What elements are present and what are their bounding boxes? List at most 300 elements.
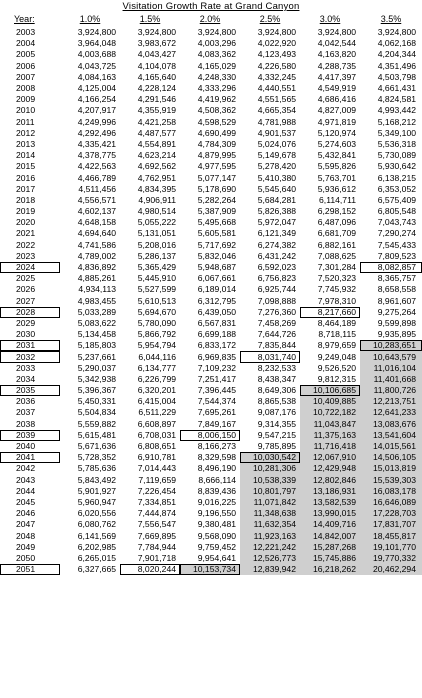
year-cell: 2032	[0, 351, 60, 362]
visitation-cell: 5,168,212	[377, 116, 416, 127]
header-rate-3-5: 3.5%	[380, 14, 402, 24]
table-row	[0, 430, 422, 441]
year-cell: 2049	[16, 541, 36, 552]
visitation-cell: 8,839,436	[197, 485, 236, 496]
visitation-cell: 7,276,360	[257, 306, 296, 317]
visitation-cell: 11,632,354	[240, 519, 300, 530]
year-cell: 2034	[16, 373, 36, 384]
visitation-cell: 4,084,163	[77, 71, 116, 82]
year-cell: 2050	[16, 552, 36, 563]
visitation-cell: 4,249,996	[77, 116, 116, 127]
visitation-cell: 4,043,725	[77, 60, 116, 71]
table-row	[0, 351, 422, 362]
table-row	[0, 564, 422, 575]
visitation-cell: 6,608,897	[137, 418, 176, 429]
table-row	[0, 340, 422, 351]
visitation-cell: 5,671,636	[77, 441, 116, 452]
visitation-cell: 7,043,743	[377, 217, 416, 228]
visitation-cell: 18,455,817	[360, 530, 422, 541]
visitation-cell: 17,228,703	[360, 508, 422, 519]
visitation-cell: 4,487,577	[137, 127, 176, 138]
table-row	[0, 150, 422, 161]
visitation-cell: 4,042,544	[317, 38, 356, 49]
visitation-cell: 6,189,014	[197, 284, 236, 295]
table-row	[0, 72, 422, 83]
visitation-cell: 4,690,499	[197, 127, 236, 138]
year-cell: 2045	[16, 496, 36, 507]
visitation-cell: 4,503,798	[377, 71, 416, 82]
visitation-cell: 5,930,642	[377, 161, 416, 172]
visitation-cell: 13,186,931	[300, 486, 360, 497]
visitation-cell: 14,506,105	[360, 452, 422, 463]
visitation-cell: 5,083,622	[77, 317, 116, 328]
visitation-cell: 4,125,004	[77, 83, 116, 94]
visitation-cell: 6,592,023	[257, 262, 296, 273]
visitation-cell: 7,098,888	[257, 295, 296, 306]
visitation-cell: 13,582,539	[300, 497, 360, 508]
visitation-cell: 9,314,355	[257, 418, 296, 429]
year-cell: 2012	[16, 127, 36, 138]
visitation-cell: 4,228,124	[137, 83, 176, 94]
table-row	[0, 374, 422, 385]
visitation-cell: 8,438,347	[257, 373, 296, 384]
year-cell: 2024	[0, 262, 60, 273]
visitation-cell: 4,692,562	[137, 161, 176, 172]
visitation-cell: 4,163,820	[317, 49, 356, 60]
year-cell: 2009	[16, 94, 36, 105]
visitation-cell: 5,954,794	[137, 340, 176, 351]
visitation-cell: 4,983,455	[77, 295, 116, 306]
visitation-cell: 15,745,886	[300, 553, 360, 564]
year-cell: 2014	[16, 150, 36, 161]
visitation-cell: 6,020,556	[77, 508, 116, 519]
visitation-cell: 7,544,374	[197, 396, 236, 407]
table-row	[0, 542, 422, 553]
visitation-cell: 5,826,388	[257, 206, 296, 217]
visitation-cell: 7,088,625	[317, 250, 356, 261]
year-cell: 2023	[16, 250, 36, 261]
table-row	[0, 161, 422, 172]
visitation-cell: 5,936,612	[317, 183, 356, 194]
year-cell: 2039	[0, 430, 60, 441]
visitation-cell: 6,226,799	[137, 373, 176, 384]
visitation-cell: 16,646,089	[360, 497, 422, 508]
table-row	[0, 508, 422, 519]
visitation-cell: 4,165,029	[197, 60, 236, 71]
year-cell: 2022	[16, 239, 36, 250]
visitation-cell: 4,043,427	[137, 49, 176, 60]
visitation-cell: 6,202,985	[77, 541, 116, 552]
table-row	[0, 441, 422, 452]
table-row	[0, 251, 422, 262]
year-cell: 2048	[16, 530, 36, 541]
visitation-cell: 8,082,857	[360, 262, 422, 273]
visitation-cell: 4,934,113	[78, 284, 116, 295]
visitation-cell: 4,661,431	[377, 83, 416, 94]
visitation-cell: 6,327,665	[77, 564, 116, 575]
visitation-cell: 6,805,548	[377, 206, 416, 217]
visitation-cell: 15,013,819	[360, 463, 422, 474]
visitation-cell: 5,445,910	[137, 273, 176, 284]
year-cell: 2020	[16, 217, 36, 228]
visitation-cell: 4,062,168	[377, 38, 416, 49]
visitation-cell: 8,217,660	[300, 307, 360, 318]
visitation-cell: 4,083,362	[197, 49, 236, 60]
visitation-cell: 7,301,284	[317, 262, 356, 273]
visitation-cell: 4,824,581	[377, 94, 416, 105]
visitation-cell: 5,432,841	[317, 150, 356, 161]
visitation-cell: 19,770,332	[360, 553, 422, 564]
visitation-cell: 4,602,137	[77, 206, 116, 217]
visitation-cell: 4,332,245	[257, 71, 296, 82]
year-cell: 2019	[16, 206, 36, 217]
year-cell: 2026	[16, 284, 36, 295]
visitation-cell: 11,716,418	[300, 441, 360, 452]
year-cell: 2033	[16, 362, 36, 373]
visitation-cell: 6,808,651	[137, 441, 176, 452]
visitation-cell: 8,979,659	[317, 340, 356, 351]
visitation-cell: 3,924,800	[257, 27, 296, 38]
visitation-cell: 6,141,569	[77, 530, 116, 541]
visitation-cell: 4,789,002	[77, 250, 116, 261]
visitation-cell: 7,695,261	[197, 407, 236, 418]
visitation-cell: 6,265,015	[77, 552, 116, 563]
visitation-cell: 5,450,331	[77, 396, 116, 407]
visitation-cell: 4,648,158	[77, 217, 116, 228]
visitation-cell: 7,119,659	[138, 474, 176, 485]
visitation-cell: 5,504,834	[77, 407, 116, 418]
visitation-cell: 4,554,891	[137, 138, 176, 149]
visitation-cell: 7,978,310	[317, 295, 356, 306]
table-row	[0, 139, 422, 150]
year-cell: 2007	[16, 71, 36, 82]
visitation-cell: 7,745,932	[317, 284, 356, 295]
visitation-cell: 4,248,330	[197, 71, 236, 82]
visitation-cell: 5,527,599	[137, 284, 176, 295]
visitation-cell: 6,910,781	[137, 452, 176, 463]
visitation-cell: 5,237,661	[77, 351, 116, 362]
table-row	[0, 553, 422, 564]
visitation-cell: 4,419,962	[197, 94, 236, 105]
visitation-cell: 5,694,670	[137, 306, 176, 317]
visitation-cell: 10,281,306	[240, 463, 300, 474]
visitation-cell: 12,213,751	[360, 396, 422, 407]
visitation-cell: 4,906,911	[138, 194, 176, 205]
visitation-cell: 6,681,709	[317, 228, 356, 239]
visitation-cell: 10,409,885	[300, 396, 360, 407]
visitation-cell: 11,348,638	[240, 508, 300, 519]
visitation-cell: 7,396,445	[197, 385, 236, 396]
table-row	[0, 61, 422, 72]
visitation-cell: 4,879,995	[197, 150, 236, 161]
visitation-cell: 14,409,716	[300, 519, 360, 530]
visitation-cell: 12,067,910	[300, 452, 360, 463]
visitation-cell: 12,802,846	[300, 475, 360, 486]
visitation-cell: 4,291,546	[137, 94, 176, 105]
visitation-cell: 4,292,496	[77, 127, 116, 138]
table-row	[0, 172, 422, 183]
visitation-cell: 5,120,974	[317, 127, 356, 138]
visitation-cell: 16,218,262	[300, 564, 360, 575]
visitation-cell: 4,781,988	[257, 116, 296, 127]
visitation-cell: 4,623,214	[137, 150, 176, 161]
visitation-cell: 7,545,433	[377, 239, 416, 250]
visitation-cell: 6,439,050	[197, 306, 236, 317]
visitation-cell: 10,643,579	[360, 351, 422, 362]
visitation-cell: 14,842,007	[300, 530, 360, 541]
visitation-cell: 4,165,640	[137, 71, 176, 82]
visitation-cell: 6,882,161	[317, 239, 356, 250]
table-row	[0, 27, 422, 38]
visitation-cell: 5,024,076	[257, 138, 296, 149]
visitation-cell: 11,800,726	[360, 385, 422, 396]
visitation-cell: 4,003,296	[197, 38, 236, 49]
visitation-cell: 8,464,189	[317, 317, 356, 328]
visitation-cell: 7,669,895	[137, 530, 176, 541]
visitation-cell: 9,547,215	[257, 429, 296, 440]
year-cell: 2051	[0, 564, 60, 575]
table-row	[0, 49, 422, 60]
visitation-cell: 4,003,688	[77, 49, 116, 60]
year-cell: 2021	[16, 228, 36, 239]
visitation-cell: 8,166,273	[197, 441, 236, 452]
visitation-cell: 5,178,690	[197, 183, 236, 194]
visitation-cell: 5,610,513	[137, 295, 176, 306]
visitation-cell: 5,785,636	[77, 463, 116, 474]
visitation-cell: 9,759,452	[197, 541, 236, 552]
year-cell: 2036	[16, 396, 36, 407]
visitation-cell: 5,396,367	[77, 385, 116, 396]
table-row	[0, 385, 422, 396]
visitation-cell: 15,539,303	[360, 475, 422, 486]
visitation-cell: 5,290,037	[77, 362, 116, 373]
visitation-cell: 6,114,711	[319, 194, 356, 205]
year-cell: 2016	[16, 172, 36, 183]
visitation-cell: 12,526,773	[240, 553, 300, 564]
visitation-cell: 6,575,409	[377, 194, 416, 205]
header-year: Year:	[14, 14, 35, 24]
visitation-cell: 15,287,268	[300, 542, 360, 553]
visitation-cell: 5,149,678	[257, 150, 296, 161]
table-row	[0, 184, 422, 195]
visitation-cell: 4,417,397	[317, 71, 356, 82]
visitation-cell: 3,924,800	[377, 27, 416, 38]
visitation-cell: 8,666,114	[198, 474, 236, 485]
table-row	[0, 475, 422, 486]
year-cell: 2044	[16, 485, 36, 496]
visitation-cell: 4,335,421	[77, 138, 116, 149]
year-cell: 2013	[16, 138, 36, 149]
visitation-cell: 6,969,835	[197, 351, 236, 362]
visitation-cell: 4,694,640	[77, 228, 116, 239]
visitation-cell: 7,109,232	[197, 362, 236, 373]
visitation-cell: 9,785,895	[257, 441, 296, 452]
year-cell: 2004	[16, 38, 36, 49]
visitation-cell: 12,221,242	[240, 542, 300, 553]
visitation-cell: 6,708,031	[137, 429, 176, 440]
table-row	[0, 83, 422, 94]
visitation-cell: 7,784,944	[137, 541, 176, 552]
visitation-cell: 9,812,315	[317, 373, 356, 384]
table-row	[0, 273, 422, 284]
year-cell: 2043	[16, 474, 36, 485]
visitation-cell: 6,431,242	[257, 250, 296, 261]
visitation-cell: 11,401,668	[360, 374, 422, 385]
year-cell: 2003	[16, 27, 36, 38]
visitation-cell: 7,809,523	[377, 250, 416, 261]
visitation-cell: 13,083,676	[360, 419, 422, 430]
visitation-cell: 4,834,395	[137, 183, 176, 194]
visitation-cell: 4,993,442	[377, 105, 416, 116]
visitation-cell: 11,071,842	[240, 497, 300, 508]
visitation-cell: 16,083,178	[360, 486, 422, 497]
visitation-cell: 4,022,920	[257, 38, 296, 49]
visitation-cell: 11,043,847	[300, 419, 360, 430]
visitation-cell: 17,831,707	[360, 519, 422, 530]
visitation-cell: 4,901,537	[257, 127, 296, 138]
visitation-cell: 4,762,951	[137, 172, 176, 183]
visitation-cell: 5,763,701	[317, 172, 356, 183]
table-row	[0, 307, 422, 318]
visitation-cell: 4,207,917	[77, 105, 116, 116]
table-row	[0, 396, 422, 407]
visitation-cell: 5,595,826	[317, 161, 356, 172]
header-rate-1-0: 1.0%	[79, 14, 101, 24]
header-rate-2-0: 2.0%	[199, 14, 221, 24]
year-cell: 2027	[16, 295, 36, 306]
visitation-cell: 4,166,254	[77, 94, 116, 105]
table-row	[0, 452, 422, 463]
visitation-cell: 4,686,416	[317, 94, 356, 105]
table-row	[0, 363, 422, 374]
visitation-cell: 12,839,942	[240, 564, 300, 575]
table-row	[0, 284, 422, 295]
visitation-cell: 9,568,090	[197, 530, 236, 541]
visitation-cell: 5,615,481	[77, 429, 116, 440]
table-row	[0, 497, 422, 508]
visitation-cell: 5,960,947	[77, 496, 116, 507]
visitation-cell: 6,353,052	[377, 183, 416, 194]
visitation-cell: 5,286,137	[137, 250, 176, 261]
table-row	[0, 296, 422, 307]
visitation-cell: 4,511,456	[78, 183, 116, 194]
visitation-cell: 5,342,938	[77, 373, 116, 384]
visitation-cell: 3,924,800	[197, 27, 236, 38]
visitation-cell: 6,298,152	[317, 206, 356, 217]
visitation-cell: 9,935,895	[377, 329, 416, 340]
visitation-cell: 6,067,661	[197, 273, 236, 284]
visitation-cell: 5,077,147	[197, 172, 236, 183]
visitation-cell: 8,006,150	[180, 430, 240, 441]
visitation-cell: 4,741,586	[77, 239, 116, 250]
visitation-cell: 6,756,823	[257, 273, 296, 284]
table-row	[0, 217, 422, 228]
visitation-cell: 5,365,429	[137, 262, 176, 273]
visitation-cell: 5,684,281	[257, 194, 296, 205]
visitation-cell: 10,538,339	[240, 475, 300, 486]
visitation-cell: 6,567,831	[197, 317, 236, 328]
visitation-cell: 9,016,225	[197, 496, 236, 507]
visitation-cell: 3,964,048	[77, 38, 116, 49]
visitation-cell: 5,780,090	[137, 317, 176, 328]
visitation-cell: 5,131,051	[137, 228, 176, 239]
year-cell: 2035	[0, 385, 60, 396]
visitation-cell: 7,644,726	[257, 329, 296, 340]
year-cell: 2041	[0, 452, 60, 463]
table-row	[0, 262, 422, 273]
visitation-cell: 11,016,104	[360, 363, 422, 374]
visitation-cell: 4,378,775	[77, 150, 116, 161]
visitation-cell: 8,496,190	[197, 463, 236, 474]
visitation-cell: 19,101,770	[360, 542, 422, 553]
visitation-cell: 8,649,306	[257, 385, 296, 396]
visitation-cell: 4,123,493	[257, 49, 296, 60]
visitation-table-body	[0, 27, 422, 575]
year-cell: 2017	[16, 183, 36, 194]
visitation-cell: 5,033,289	[77, 306, 116, 317]
visitation-cell: 9,599,898	[377, 317, 416, 328]
visitation-cell: 4,827,009	[317, 105, 356, 116]
visitation-cell: 3,924,800	[137, 27, 176, 38]
visitation-cell: 4,333,296	[197, 83, 236, 94]
visitation-cell: 9,087,176	[257, 407, 296, 418]
year-cell: 2018	[16, 194, 36, 205]
table-row	[0, 486, 422, 497]
visitation-cell: 5,282,264	[197, 194, 236, 205]
visitation-cell: 5,536,318	[377, 138, 416, 149]
visitation-cell: 7,226,454	[137, 485, 176, 496]
visitation-cell: 4,598,529	[197, 116, 236, 127]
visitation-cell: 5,208,016	[137, 239, 176, 250]
visitation-cell: 13,990,015	[300, 508, 360, 519]
visitation-cell: 5,185,803	[77, 340, 116, 351]
visitation-cell: 7,520,323	[317, 273, 356, 284]
visitation-cell: 6,833,172	[197, 340, 236, 351]
visitation-cell: 6,699,188	[197, 329, 236, 340]
visitation-cell: 9,249,048	[317, 351, 356, 362]
visitation-cell: 4,351,496	[377, 60, 416, 71]
year-cell: 2040	[16, 441, 36, 452]
table-row	[0, 206, 422, 217]
year-cell: 2037	[16, 407, 36, 418]
visitation-cell: 8,031,740	[240, 351, 300, 362]
year-cell: 2015	[16, 161, 36, 172]
visitation-cell: 6,415,004	[137, 396, 176, 407]
visitation-cell: 8,020,244	[120, 564, 180, 575]
visitation-cell: 11,923,163	[240, 530, 300, 541]
visitation-cell: 20,462,294	[360, 564, 422, 575]
visitation-cell: 4,551,565	[257, 94, 296, 105]
year-cell: 2046	[16, 508, 36, 519]
visitation-cell: 7,458,269	[257, 317, 296, 328]
visitation-cell: 5,948,687	[197, 262, 236, 273]
visitation-cell: 7,444,874	[137, 508, 176, 519]
visitation-cell: 7,835,844	[257, 340, 296, 351]
visitation-cell: 5,866,792	[137, 329, 176, 340]
year-cell: 2011	[16, 116, 35, 127]
visitation-cell: 6,925,744	[257, 284, 296, 295]
sheet-title: Visitation Growth Rate at Grand Canyon	[122, 1, 300, 12]
visitation-cell: 14,015,561	[360, 441, 422, 452]
visitation-cell: 5,717,692	[197, 239, 236, 250]
table-row	[0, 519, 422, 530]
visitation-cell: 4,288,735	[317, 60, 356, 71]
visitation-cell: 9,526,520	[317, 362, 356, 373]
year-cell: 2028	[0, 307, 60, 318]
visitation-cell: 4,104,078	[137, 60, 176, 71]
table-row	[0, 240, 422, 251]
header-rate-1-5: 1.5%	[139, 14, 161, 24]
